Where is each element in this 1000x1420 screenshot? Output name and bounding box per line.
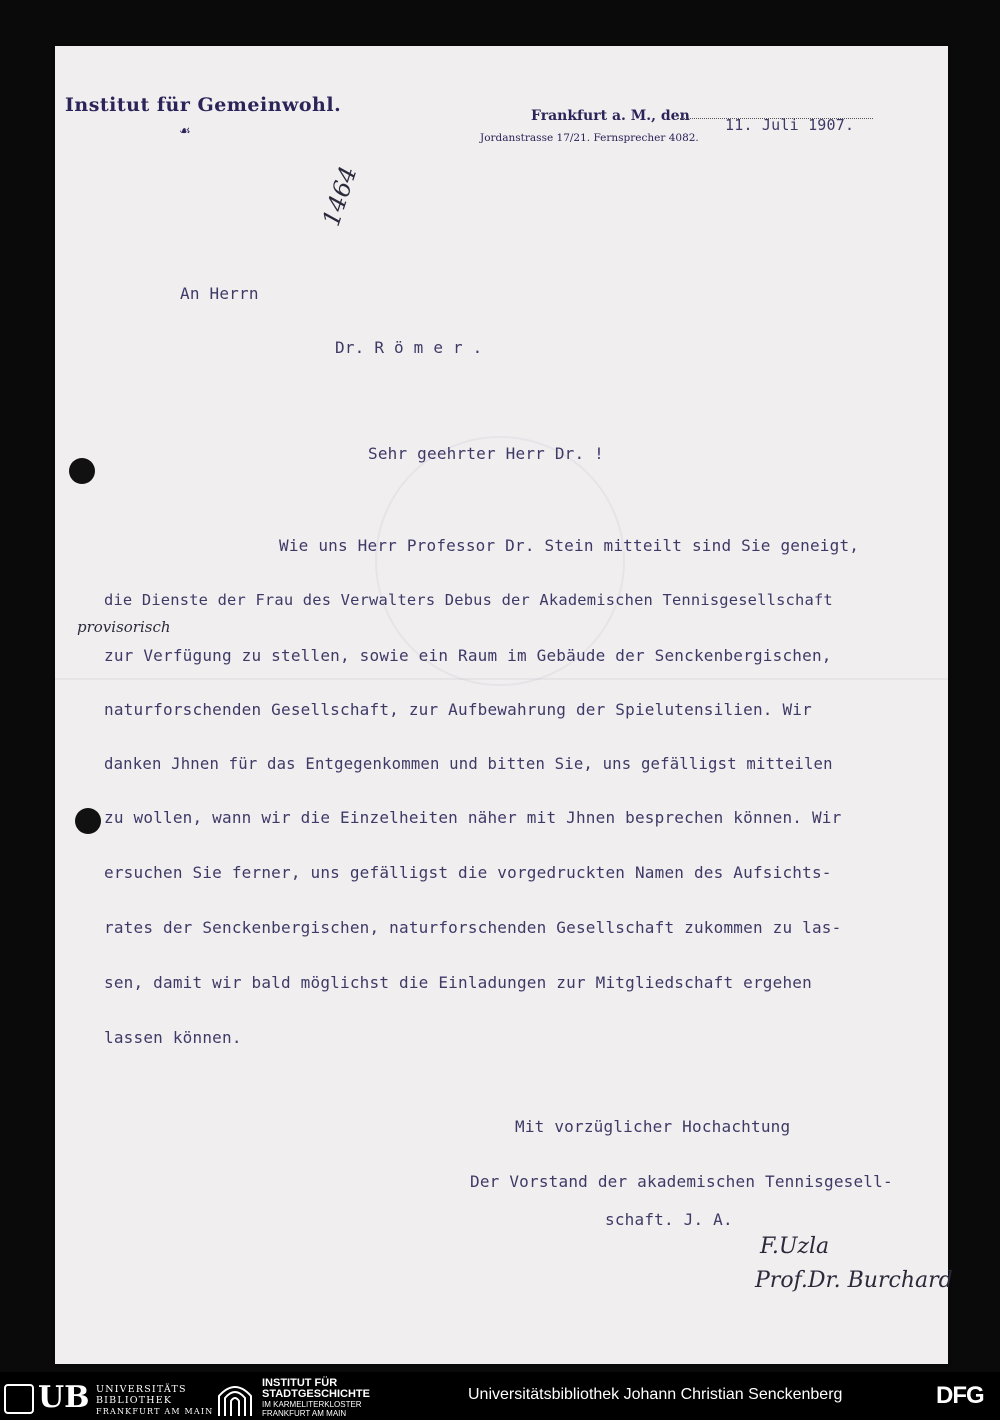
- ub-line: BIBLIOTHEK: [96, 1395, 173, 1406]
- body-line: Wie uns Herr Professor Dr. Stein mitteilt sind Sie geneigt,: [279, 536, 860, 555]
- isg-line: FRANKFURT AM MAIN: [262, 1409, 347, 1418]
- ub-text: [96, 1384, 213, 1417]
- signature: Prof.Dr. Burchard: [755, 1268, 953, 1293]
- isg-line: INSTITUT FÜR: [262, 1377, 338, 1389]
- ub-line: FRANKFURT AM MAIN: [96, 1407, 214, 1416]
- signature: F.Uzla: [760, 1234, 830, 1259]
- letterhead-city: Frankfurt a. M., den: [531, 108, 690, 124]
- body-line: sen, damit wir bald möglichst die Einladungen zur Mitgliedschaft ergehen: [104, 973, 812, 992]
- sender-line: schaft. J. A.: [605, 1210, 733, 1229]
- footer-library-name: Universitätsbibliothek Johann Christian Senckenberg: [468, 1386, 843, 1403]
- letterhead-institute: Institut für Gemeinwohl.: [65, 94, 342, 116]
- isg-text: [262, 1378, 370, 1418]
- body-line: naturforschenden Gesellschaft, zur Aufbewahrung der Spielutensilien. Wir: [104, 700, 812, 719]
- salutation-to: An Herrn: [180, 284, 259, 303]
- ub-line: UNIVERSITÄTS: [96, 1384, 187, 1395]
- footer-bar: [0, 1372, 1000, 1420]
- body-line: ersuchen Sie ferner, uns gefälligst die vorgedruckten Namen des Aufsichts-: [104, 863, 832, 882]
- body-line: zu wollen, wann wir die Einzelheiten näher mit Jhnen besprechen können. Wir: [104, 808, 842, 827]
- letter-date: 11. Juli 1907.: [725, 116, 855, 134]
- ub-seal-icon: [4, 1384, 34, 1414]
- isg-arch-icon: [216, 1382, 254, 1416]
- isg-line: STADTGESCHICHTE: [262, 1388, 370, 1400]
- reference-number: 1464: [317, 162, 363, 230]
- body-line: danken Jhnen für das Entgegenkommen und bitten Sie, uns gefälligst mitteilen: [104, 755, 833, 773]
- greeting: Sehr geehrter Herr Dr. !: [368, 444, 604, 463]
- sender-line: Der Vorstand der akademischen Tennisgesell-: [470, 1172, 893, 1191]
- isg-line: IM KARMELITERKLOSTER: [262, 1400, 362, 1409]
- punch-hole-top: [69, 458, 95, 484]
- letterhead-address: Jordanstrasse 17/21. Fernsprecher 4082.: [480, 132, 699, 144]
- ornament-icon: ☙: [179, 124, 191, 139]
- body-line: zur Verfügung zu stellen, sowie ein Raum im Gebäude der Senckenbergischen,: [104, 646, 832, 665]
- body-line: lassen können.: [104, 1028, 242, 1047]
- body-line: die Dienste der Frau des Verwalters Debus der Akademischen Tennisgesellschaft: [104, 591, 833, 609]
- closing: Mit vorzüglicher Hochachtung: [515, 1117, 791, 1136]
- punch-hole-bottom: [75, 808, 101, 834]
- recipient: Dr. R ö m e r .: [335, 338, 483, 357]
- ub-mark: UB: [38, 1380, 90, 1415]
- dfg-logo: DFG: [936, 1382, 984, 1409]
- letter-page: [55, 46, 953, 1364]
- margin-note: provisorisch: [77, 618, 171, 636]
- body-line: rates der Senckenbergischen, naturforschenden Gesellschaft zukommen zu las-: [104, 918, 842, 937]
